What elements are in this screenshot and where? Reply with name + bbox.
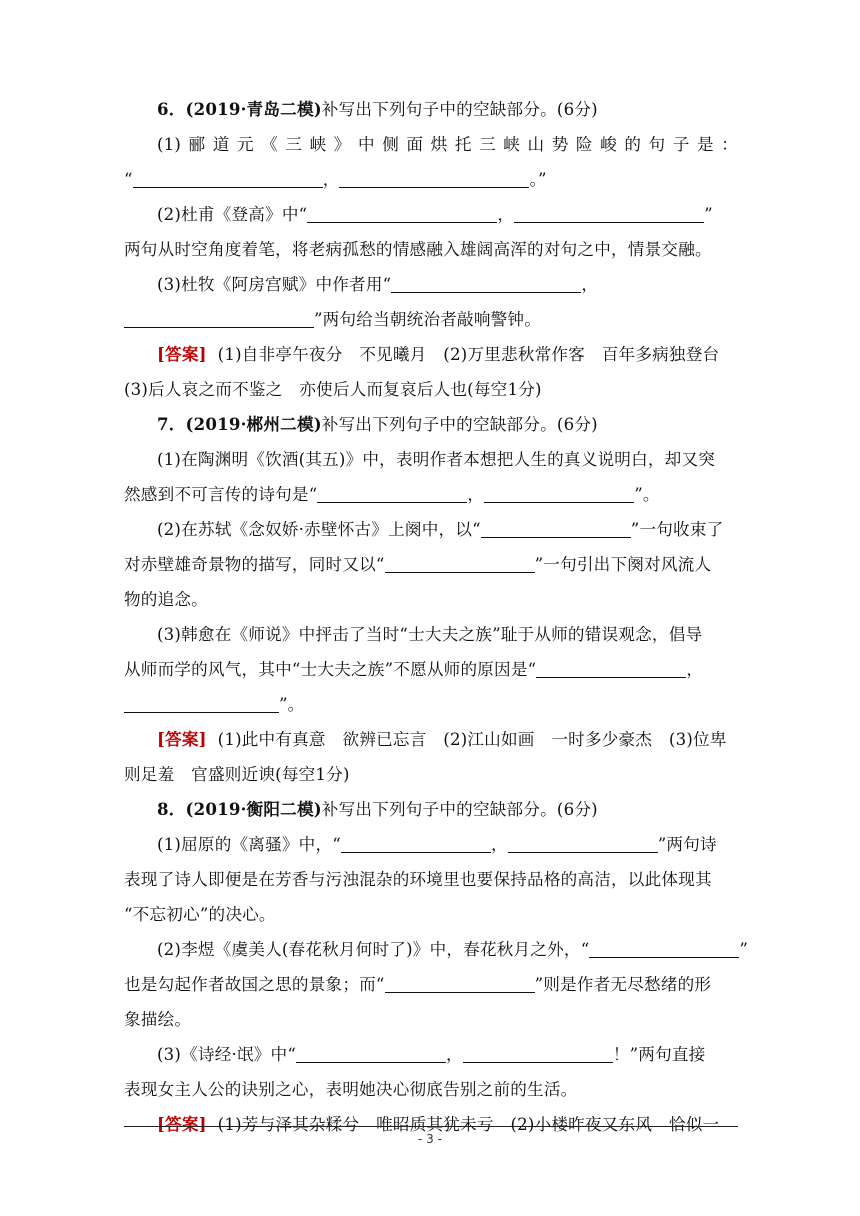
q8-p1-line3: “不忘初心”的决心。 xyxy=(124,905,276,924)
q7-p3-line2 xyxy=(124,652,738,687)
fill-blank[interactable] xyxy=(296,1044,446,1063)
q8-p1-line2: 表现了诗人即便是在芳香与污浊混杂的环境里也要保持品格的高洁，以此体现其 xyxy=(124,870,712,889)
q7-p2-pre: 对赤壁雄奇景物的描写，同时又以“ xyxy=(124,555,385,574)
q7-p2-line1 xyxy=(124,512,738,547)
q8-header xyxy=(124,792,738,827)
q8-p2-line3: 象描绘。 xyxy=(124,1010,192,1029)
q7-header xyxy=(124,407,738,442)
q7-p1-line1: (1)在陶渊明《饮酒(其五)》中，表明作者本想把人生的真义说明白，却又突 xyxy=(157,450,716,469)
q7-p1-pre: 然感到不可言传的诗句是“ xyxy=(124,485,318,504)
q6-source: (2019·青岛二模) xyxy=(185,99,322,119)
fill-blank[interactable] xyxy=(341,834,491,853)
fill-blank[interactable] xyxy=(508,834,658,853)
q7-p2-end: ”一句引出下阕对风流人 xyxy=(534,555,712,574)
q6-p2-line1 xyxy=(124,197,738,232)
q6-answer-line1 xyxy=(124,337,738,372)
q6-p1-lead: (1) xyxy=(157,135,182,154)
fill-blank[interactable] xyxy=(481,519,631,538)
fill-blank[interactable] xyxy=(307,204,497,223)
q6-p3-line1 xyxy=(124,267,738,302)
q8-number: 8． xyxy=(157,799,186,819)
fill-blank[interactable] xyxy=(385,974,535,993)
q6-answer-text: (1)自非亭午夜分 不见曦月 (2)万里悲秋常作客 百年多病独登台 xyxy=(217,345,720,364)
q7-p2-line3: 物的追念。 xyxy=(124,590,208,609)
q6-comma: ， xyxy=(497,205,515,224)
q7-stem: 补写出下列句子中的空缺部分。 xyxy=(321,415,557,434)
q8-p2-pre2: 也是勾起作者故国之思的景象；而“ xyxy=(124,975,385,994)
q6-comma: ， xyxy=(322,170,340,189)
q6-number: 6． xyxy=(157,99,186,119)
q6-p1-line2 xyxy=(124,162,738,197)
q7-p3-pre: 从师而学的风气，其中“士大夫之族”不愿从师的原因是“ xyxy=(124,660,537,679)
fill-blank[interactable] xyxy=(589,939,739,958)
q7-p1-end: ”。 xyxy=(634,485,660,504)
q8-p2-end: ” xyxy=(739,940,749,959)
q7-comma: ， xyxy=(686,660,704,679)
q8-comma: ， xyxy=(446,1045,463,1064)
q6-p2-lead: (2) xyxy=(157,205,182,224)
q7-number: 7． xyxy=(157,414,186,434)
q6-answer-line2: (3)后人哀之而不鉴之 亦使后人而复哀后人也(每空1分) xyxy=(124,380,542,399)
q6-p3-line2 xyxy=(124,302,738,337)
fill-blank[interactable] xyxy=(463,1044,613,1063)
fill-blank[interactable] xyxy=(514,204,704,223)
q6-p1-line1 xyxy=(124,127,738,162)
q7-p2-text: (2)在苏轼《念奴娇·赤壁怀古》上阕中，以“ xyxy=(157,520,481,539)
q8-p1-pre: (1)屈原的《离骚》中，“ xyxy=(157,835,341,854)
q8-p2-pre: (2)李煜《虞美人(春花秋月何时了)》中，春花秋月之外，“ xyxy=(157,940,590,959)
q8-p2-line1 xyxy=(124,932,749,967)
q7-score: (6分) xyxy=(556,415,598,434)
q8-source: (2019·衡阳二模) xyxy=(185,799,322,819)
q8-score: (6分) xyxy=(556,800,598,819)
q6-p2-text: 杜甫《登高》中“ xyxy=(181,205,308,224)
q7-p2-line2 xyxy=(124,547,738,582)
q7-comma: ， xyxy=(467,485,485,504)
q6-p1-open: “ xyxy=(124,170,133,189)
fill-blank[interactable] xyxy=(385,554,535,573)
q8-answer-text: (1)芳与泽其杂糅兮 唯昭质其犹未亏 (2)小楼昨夜又东风 恰似一 xyxy=(217,1115,720,1134)
q7-p1-line2 xyxy=(124,477,738,512)
q7-p3-line3 xyxy=(124,687,738,722)
answer-tag: [答案] xyxy=(157,729,207,749)
page-number: - 3 - xyxy=(418,1132,442,1146)
answer-tag: [答案] xyxy=(157,1114,207,1134)
q6-p2-line2: 两句从时空角度着笔，将老病孤愁的情感融入雄阔高浑的对句之中，情景交融。 xyxy=(124,240,712,259)
fill-blank[interactable] xyxy=(133,169,323,188)
q7-answer-line2: 则足羞 官盛则近谀(每空1分) xyxy=(124,765,350,784)
q8-p2-line2 xyxy=(124,967,738,1002)
q7-p3-line1: (3)韩愈在《师说》中抨击了当时“士大夫之族”耻于从师的错误观念，倡导 xyxy=(157,625,703,644)
q6-p1-text: 郦道元《三峡》中侧面烘托三峡山势险峻的句子是： xyxy=(181,135,738,154)
q8-p1-end: ”两句诗 xyxy=(657,835,717,854)
fill-blank[interactable] xyxy=(484,484,634,503)
fill-blank[interactable] xyxy=(339,169,529,188)
q6-stem: 补写出下列句子中的空缺部分。 xyxy=(321,100,557,119)
q6-p2-close: ” xyxy=(704,205,713,224)
q8-p3-pre: (3)《诗经·氓》中“ xyxy=(157,1045,297,1064)
page-content xyxy=(124,92,749,1142)
q8-p3-line1 xyxy=(124,1037,738,1072)
q7-p2-mid: ”一句收束了 xyxy=(630,520,724,539)
fill-blank[interactable] xyxy=(536,659,686,678)
q7-p3-end: ”。 xyxy=(279,695,305,714)
q6-p1-close: 。” xyxy=(529,170,547,189)
fill-blank[interactable] xyxy=(124,309,314,328)
footer-divider xyxy=(124,1126,738,1127)
q8-p3-end: ！”两句直接 xyxy=(612,1045,706,1064)
q6-p3-close: ”两句给当朝统治者敲响警钟。 xyxy=(314,310,542,329)
q6-comma: ， xyxy=(581,275,599,294)
q8-p3-line2: 表现女主人公的诀别之心，表明她决心彻底告别之前的生活。 xyxy=(124,1080,578,1099)
q6-header xyxy=(124,92,738,127)
fill-blank[interactable] xyxy=(391,274,581,293)
q7-answer-line1 xyxy=(124,722,738,757)
answer-tag: [答案] xyxy=(157,344,207,364)
q7-source: (2019·郴州二模) xyxy=(185,414,322,434)
q8-p2-end2: ”则是作者无尽愁绪的形 xyxy=(534,975,712,994)
q6-score: (6分) xyxy=(556,100,598,119)
q8-stem: 补写出下列句子中的空缺部分。 xyxy=(321,800,557,819)
fill-blank[interactable] xyxy=(317,484,467,503)
q8-p1-line1 xyxy=(124,827,738,862)
fill-blank[interactable] xyxy=(124,694,279,713)
q6-p3-lead: (3) xyxy=(157,275,182,294)
q8-comma: ， xyxy=(490,835,508,854)
q7-answer-text: (1)此中有真意 欲辨已忘言 (2)江山如画 一时多少豪杰 (3)位卑 xyxy=(217,730,727,749)
q6-p3-text: 杜牧《阿房宫赋》中作者用“ xyxy=(181,275,392,294)
